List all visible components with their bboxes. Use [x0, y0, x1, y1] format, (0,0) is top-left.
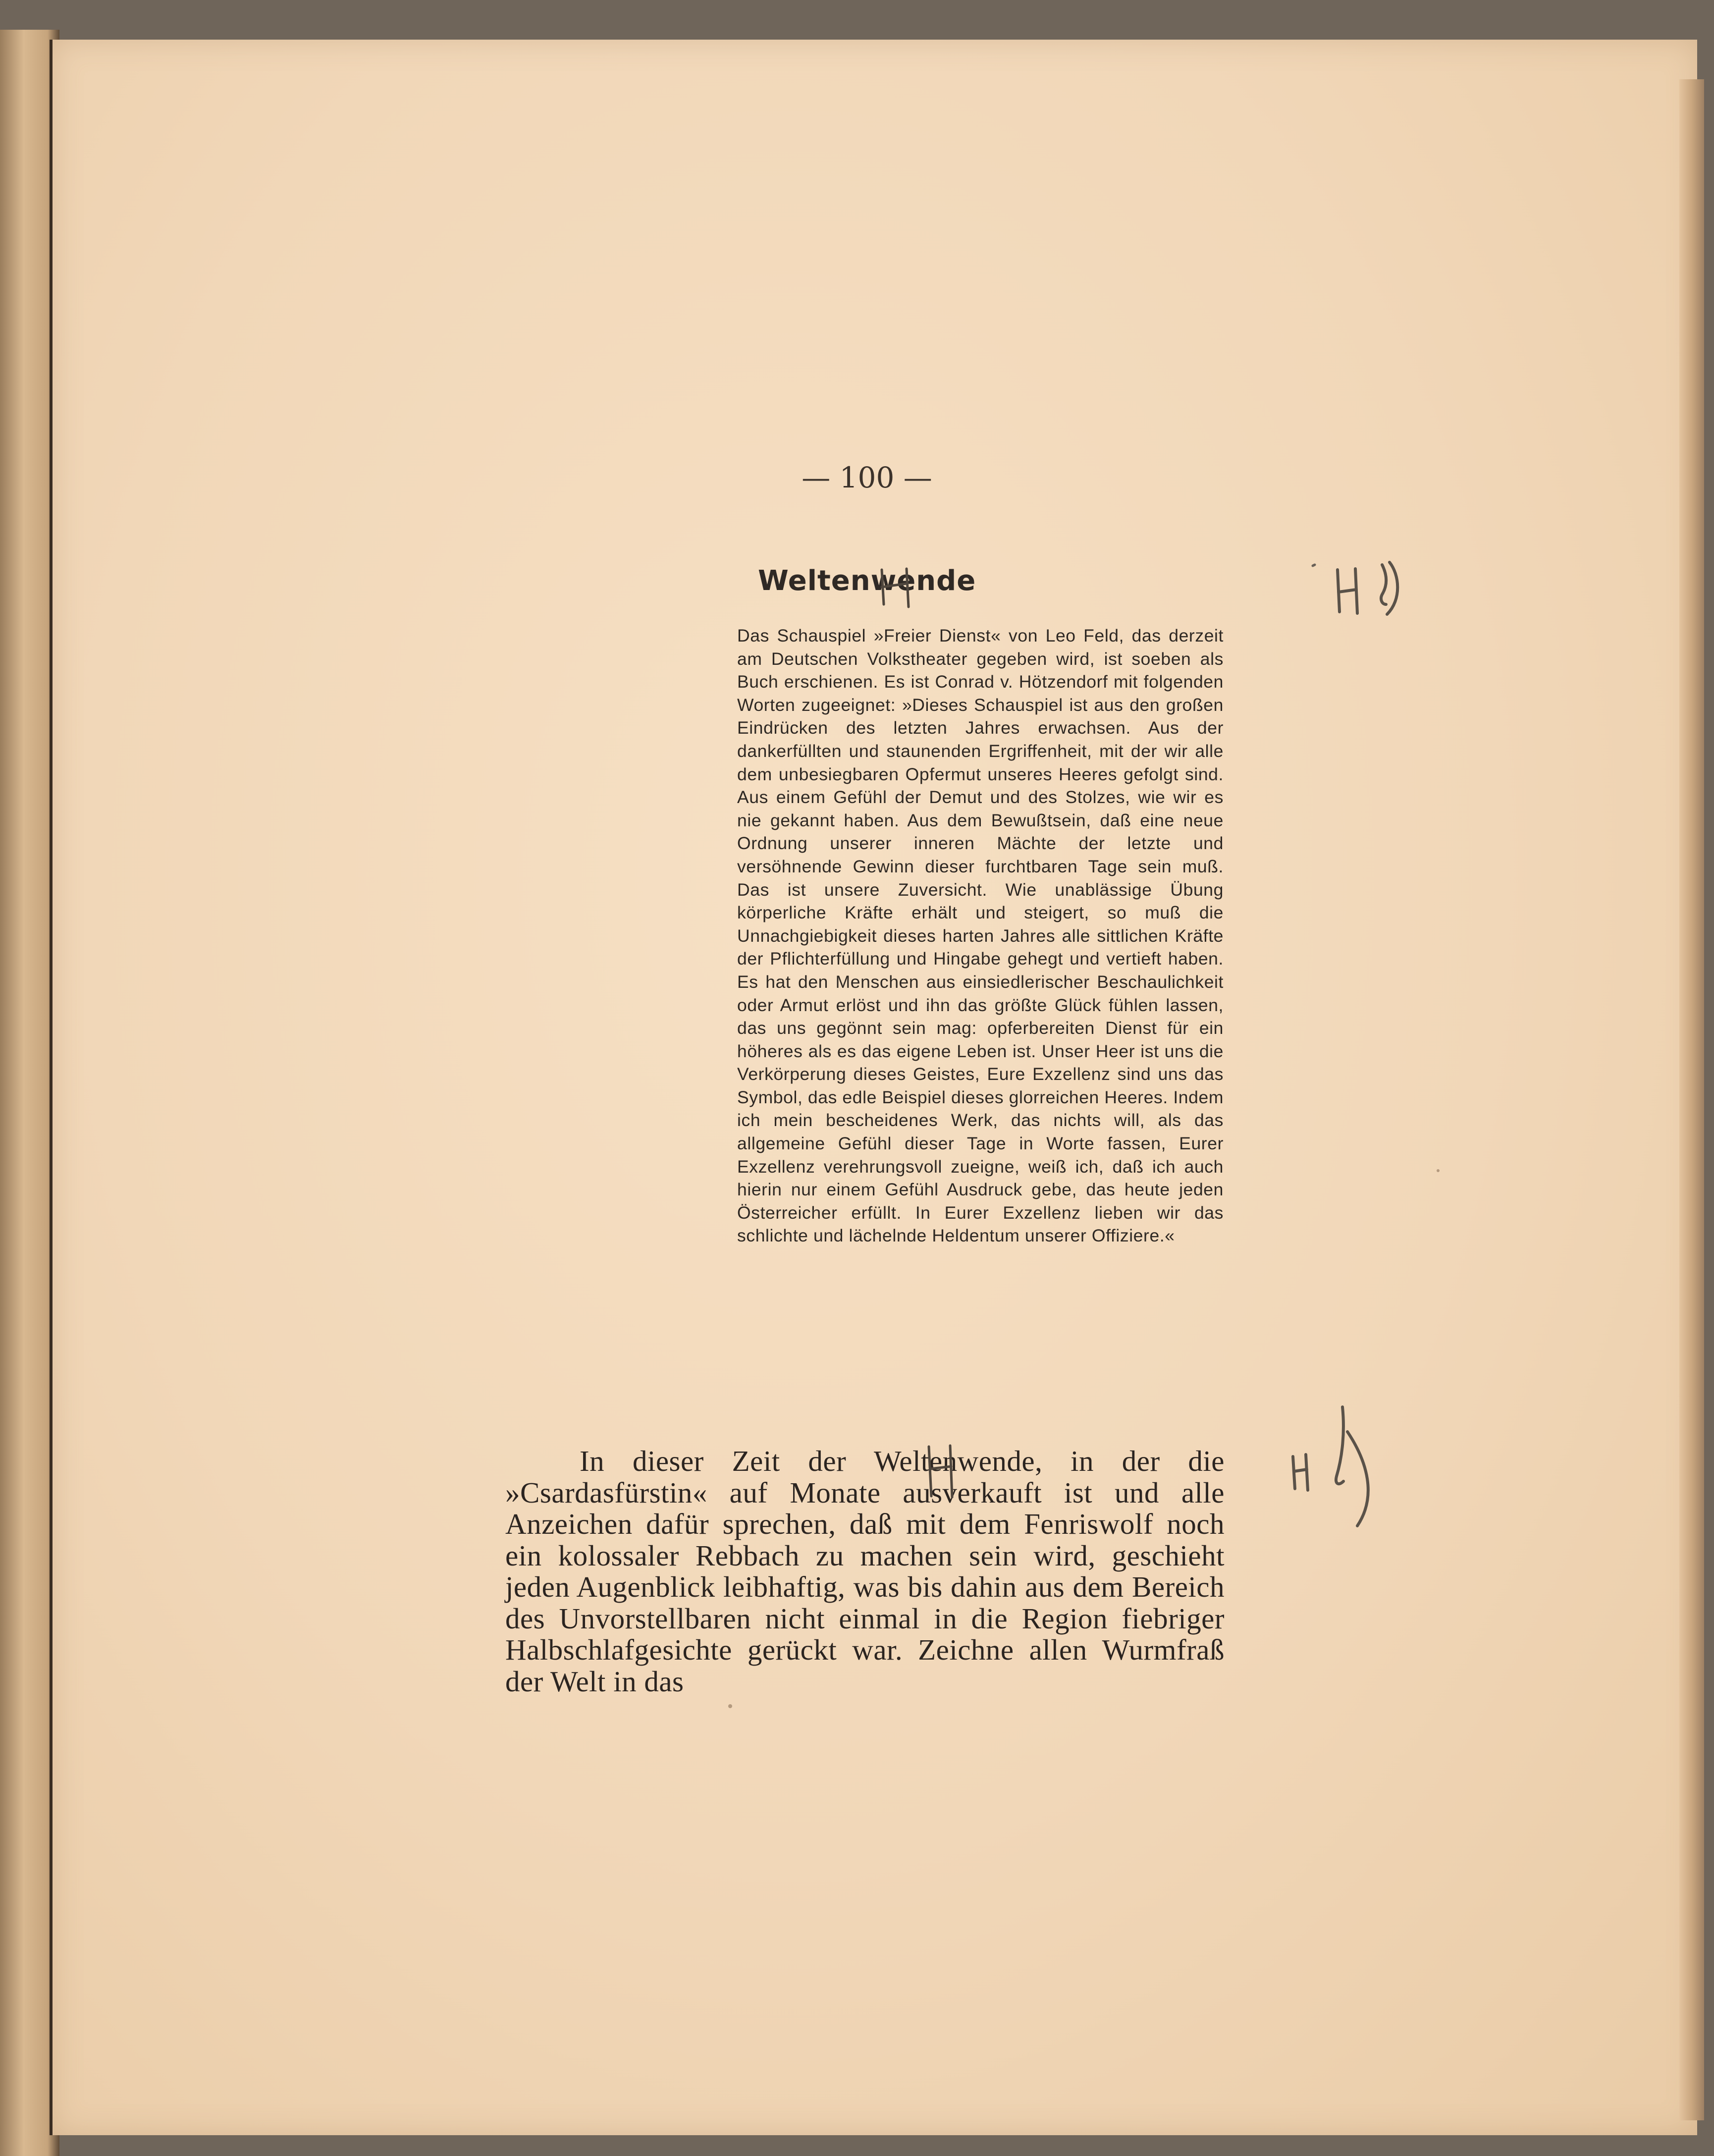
paper-speck: [1437, 1169, 1440, 1172]
paper-speck: [728, 1704, 732, 1708]
main-text-paragraph: In dieser Zeit der Weltenwende, in der die »Csardasfürstin« auf Monate ausverkauft ist und alle Anzeichen dafür sprechen, daß mit dem Fenriswolf noch ein kolossaler Rebbach zu machen sein wird, geschieht jeden Augenblick leibhaftig, was bis dahin aus dem Bereich des Unvorstellbaren nicht einmal in die Region fiebriger Halbschlafgesichte gerückt war. Zeichne allen Wurmfraß der Welt in das: [505, 1445, 1225, 1698]
page-number: — 100 —: [802, 461, 932, 494]
article-title: Weltenwende: [758, 565, 976, 597]
article-body: Das Schauspiel »Freier Dienst« von Leo Feld, das derzeit am Deutschen Volkstheater gegeben wird, ist soeben als Buch erschienen. Es ist Conrad v. Hötzendorf mit folgenden Worten zugeeignet: »Dieses Schauspiel ist aus den großen Eindrücken des letzten Jahres erwachsen. Aus der dankerfüllten und staunenden Ergriffenheit, mit der wir alle dem unbesiegbaren Opfermut unseres Heeres gefolgt sind. Aus einem Gefühl der Demut und des Stolzes, wie wir es nie gekannt haben. Aus dem Bewußtsein, daß eine neue Ordnung unserer inneren Mächte der letzte und versöhnende Gewinn dieser furchtbaren Tage sein muß. Das ist unsere Zuversicht. Wie unablässige Übung körperliche Kräfte erhält und steigert, so muß die Unnachgiebigkeit dieses harten Jahres alle sittlichen Kräfte der Pflichterfüllung und Hingabe gehegt und vertieft haben. Es hat den Menschen aus einsiedlerischer Beschaulichkeit oder Armut erlöst und ihn das größte Glück fühlen lassen, das uns gegönnt sein mag: opferbereiten Dienst für ein höheres als es das eigene Leben ist. Unser Heer ist uns die Verkörperung dieses Geistes, Eure Exzellenz sind uns das Symbol, das edle Beispiel dieses glorreichen Heeres. Indem ich mein bescheidenes Werk, das nichts will, als das allgemeine Gefühl dieser Tage in Worte fassen, Eurer Exzellenz verehrungsvoll zueigne, weiß ich, daß ich auch hierin nur einem Gefühl Ausdruck gebe, das heute jeden Österreicher erfüllt. In Eurer Exzellenz lieben wir das schlichte und lächelnde Heldentum unserer Offiziere.«: [737, 626, 1224, 1246]
page-edge: [1679, 79, 1704, 2120]
